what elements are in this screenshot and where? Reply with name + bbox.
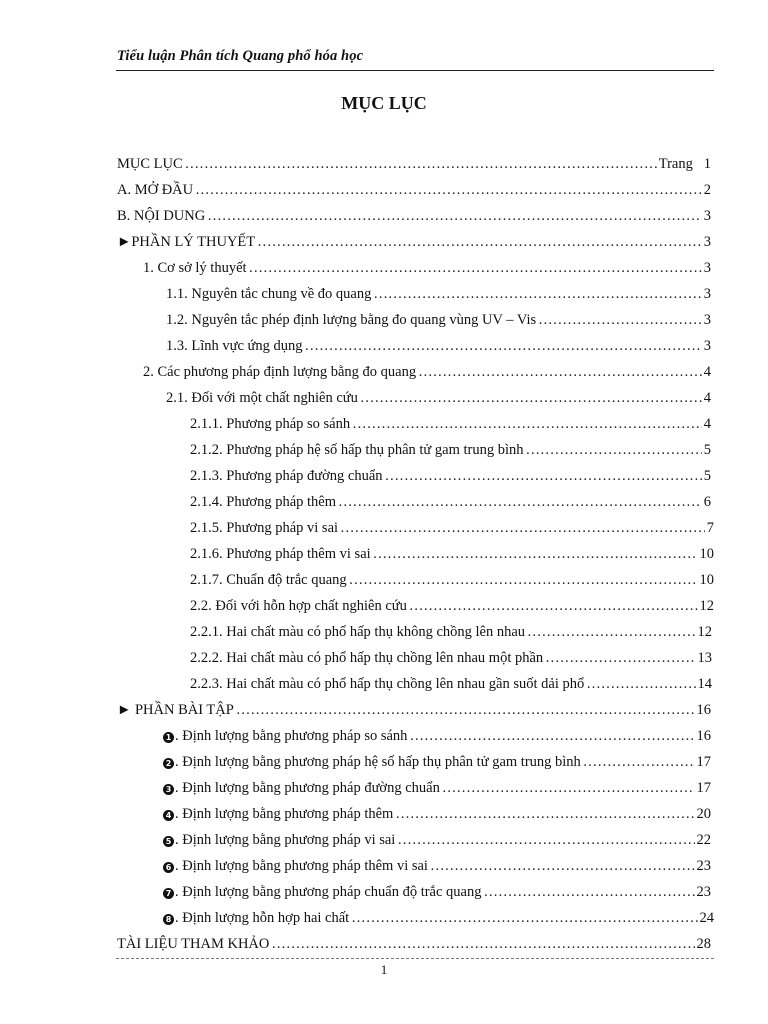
toc-entry-label xyxy=(143,362,416,382)
toc-entry-label xyxy=(190,466,383,486)
dot-leader xyxy=(305,336,702,356)
toc-page-number: 12 xyxy=(699,598,714,614)
toc-entry-label xyxy=(190,440,524,460)
toc-page-number: 5 xyxy=(703,442,711,458)
toc-row[interactable] xyxy=(163,804,711,824)
toc-entry-label xyxy=(166,284,371,304)
toc-entry-label xyxy=(190,596,407,616)
toc-entry-label xyxy=(117,206,205,226)
dot-leader xyxy=(373,544,698,564)
toc-entry-label xyxy=(190,518,338,538)
toc-entry-text: 1.1. Nguyên tắc chung về đo quang xyxy=(166,286,372,302)
dot-leader xyxy=(409,596,698,616)
toc-entry-text: ► PHẦN BÀI TẬP xyxy=(117,702,234,718)
toc-page-number: 4 xyxy=(703,364,711,380)
toc-row[interactable] xyxy=(143,258,711,278)
toc-row[interactable] xyxy=(163,778,711,798)
dot-leader xyxy=(338,492,702,512)
toc-row[interactable] xyxy=(190,492,711,512)
toc-row[interactable] xyxy=(163,908,714,928)
toc-entry-text: . Định lượng bằng phương pháp vi sai xyxy=(175,832,396,848)
toc-entry-text: . Định lượng hỗn hợp hai chất xyxy=(175,910,350,926)
dot-leader xyxy=(236,700,695,720)
toc-page-number: 3 xyxy=(703,208,711,224)
toc-row[interactable] xyxy=(117,934,711,954)
toc-page-number: 17 xyxy=(696,780,711,796)
dot-leader xyxy=(195,180,702,200)
toc-page-number: 12 xyxy=(697,624,712,640)
dot-leader xyxy=(430,856,695,876)
toc-page-number: 16 xyxy=(696,702,711,718)
toc-entry-label xyxy=(166,336,303,356)
dot-leader xyxy=(271,934,694,954)
toc-entry-text: 2.2.3. Hai chất màu có phổ hấp thụ chồng lên nhau gần suốt dải phổ xyxy=(190,676,585,692)
numbered-bullet-icon: 4 xyxy=(163,810,174,821)
toc-entry-label xyxy=(117,232,255,252)
toc-row[interactable] xyxy=(117,232,711,252)
toc-row[interactable] xyxy=(163,882,711,902)
toc-page-number: 20 xyxy=(696,806,711,822)
toc-row[interactable] xyxy=(166,388,711,408)
toc-entry-label xyxy=(190,544,371,564)
dot-leader xyxy=(360,388,702,408)
dot-leader xyxy=(527,622,695,642)
toc-entry-label xyxy=(117,700,234,720)
toc-page-number: 28 xyxy=(696,936,711,952)
toc-entry-text: 2.1.3. Phương pháp đường chuẩn xyxy=(190,468,383,484)
page-number: 1 xyxy=(380,962,388,977)
toc-entry-label xyxy=(163,752,581,772)
toc-page-number: 16 xyxy=(696,728,711,744)
dot-leader xyxy=(349,570,698,590)
toc-page-number: 3 xyxy=(703,338,711,354)
toc-entry-label xyxy=(163,856,428,876)
toc-entry-text: 2.1.7. Chuẩn độ trắc quang xyxy=(190,572,347,588)
footer-divider xyxy=(116,958,714,959)
toc-row[interactable] xyxy=(190,544,714,564)
toc-row[interactable] xyxy=(163,752,711,772)
toc-entry-text: 2. Các phương pháp định lượng bằng đo quang xyxy=(143,364,417,380)
toc-entry-text: A. MỞ ĐẦU xyxy=(117,182,194,198)
toc-entry-label xyxy=(163,804,393,824)
page-title: MỤC LỤC xyxy=(341,93,427,113)
numbered-bullet-icon: 8 xyxy=(163,914,174,925)
dot-leader xyxy=(207,206,702,226)
document-header-title: Tiểu luận Phân tích Quang phổ hóa học xyxy=(117,48,364,64)
dot-leader xyxy=(185,154,657,174)
toc-page-number: 3 xyxy=(703,234,711,250)
toc-page-number: 3 xyxy=(703,312,711,328)
dot-leader xyxy=(583,752,695,772)
toc-entry-text: 2.2.1. Hai chất màu có phổ hấp thụ không chồng lên nhau xyxy=(190,624,526,640)
toc-row[interactable] xyxy=(166,284,711,304)
toc-page-number: 23 xyxy=(696,884,711,900)
dot-leader xyxy=(409,726,694,746)
dot-leader xyxy=(385,466,702,486)
toc-page-number: 10 xyxy=(699,546,714,562)
toc-entry-text: . Định lượng bằng phương pháp thêm xyxy=(175,806,394,822)
toc-row[interactable] xyxy=(117,700,711,720)
toc-entry-label xyxy=(117,934,269,954)
toc-entry-text: ►PHẦN LÝ THUYẾT xyxy=(117,234,256,250)
toc-entry-label xyxy=(166,310,536,330)
toc-page-number: 14 xyxy=(697,676,712,692)
toc-page-number: 22 xyxy=(696,832,711,848)
toc-entry-label xyxy=(163,726,407,746)
toc-entry-text: 2.1.2. Phương pháp hệ số hấp thụ phân tử gam trung bình xyxy=(190,442,524,458)
toc-row[interactable] xyxy=(143,362,711,382)
dot-leader xyxy=(586,674,695,694)
numbered-bullet-icon: 2 xyxy=(163,758,174,769)
toc-page-number: 17 xyxy=(696,754,711,770)
toc-entry-text: . Định lượng bằng phương pháp chuẩn độ trắc quang xyxy=(175,884,482,900)
toc-entry-text: 1. Cơ sở lý thuyết xyxy=(143,260,247,276)
toc-row[interactable] xyxy=(163,830,711,850)
toc-row[interactable] xyxy=(190,440,711,460)
toc-row[interactable] xyxy=(163,726,711,746)
toc-page-number: 3 xyxy=(703,260,711,276)
toc-row[interactable] xyxy=(190,622,712,642)
toc-entry-text: . Định lượng bằng phương pháp so sánh xyxy=(175,728,408,744)
dot-leader xyxy=(418,362,702,382)
toc-row[interactable] xyxy=(190,518,714,538)
toc-entry-label xyxy=(190,622,525,642)
toc-page-number: 2 xyxy=(703,182,711,198)
dot-leader xyxy=(249,258,702,278)
dot-leader xyxy=(340,518,705,538)
toc-row[interactable] xyxy=(190,570,714,590)
dot-leader xyxy=(397,830,694,850)
numbered-bullet-icon: 6 xyxy=(163,862,174,873)
toc-row[interactable] xyxy=(190,674,712,694)
toc-entry-label xyxy=(190,648,543,668)
toc-entry-text: . Định lượng bằng phương pháp hệ số hấp thụ phân tử gam trung bình xyxy=(175,754,581,770)
header-divider xyxy=(116,70,714,71)
toc-entry-text: 1.2. Nguyên tắc phép định lượng bằng đo quang vùng UV – Vis xyxy=(166,312,537,328)
toc-entry-text: 2.1.4. Phương pháp thêm xyxy=(190,494,337,510)
numbered-bullet-icon: 5 xyxy=(163,836,174,847)
toc-entry-text: . Định lượng bằng phương pháp thêm vi sai xyxy=(175,858,428,874)
toc-entry-label xyxy=(190,674,584,694)
toc-entry-text: 2.1. Đối với một chất nghiên cứu xyxy=(166,390,358,406)
dot-leader xyxy=(526,440,702,460)
toc-entry-text: 1.3. Lĩnh vực ứng dụng xyxy=(166,338,303,354)
toc-entry-label xyxy=(163,830,395,850)
toc-entry-text: B. NỘI DUNG xyxy=(117,208,206,224)
toc-page-number: Trang 1 xyxy=(658,156,711,172)
toc-entry-label xyxy=(166,388,358,408)
toc-row[interactable] xyxy=(166,336,711,356)
toc-entry-label xyxy=(190,414,350,434)
toc-row[interactable] xyxy=(190,414,711,434)
toc-entry-text: 2.1.5. Phương pháp vi sai xyxy=(190,520,339,536)
toc-page-number: 4 xyxy=(703,416,711,432)
toc-page-number: 23 xyxy=(696,858,711,874)
numbered-bullet-icon: 7 xyxy=(163,888,174,899)
toc-page-number: 5 xyxy=(703,468,711,484)
toc-entry-label xyxy=(117,154,183,174)
dot-leader xyxy=(484,882,695,902)
toc-entry-text: TÀI LIỆU THAM KHẢO xyxy=(117,936,270,952)
toc-entry-text: MỤC LỤC xyxy=(117,156,183,172)
toc-entry-label xyxy=(190,492,336,512)
toc-row[interactable] xyxy=(117,206,711,226)
numbered-bullet-icon: 1 xyxy=(163,732,174,743)
dot-leader xyxy=(538,310,702,330)
toc-entry-text: 2.2.2. Hai chất màu có phổ hấp thụ chồng lên nhau một phần xyxy=(190,650,544,666)
toc-entry-label xyxy=(143,258,247,278)
toc-page-number: 3 xyxy=(703,286,711,302)
toc-row[interactable] xyxy=(117,180,711,200)
numbered-bullet-icon: 3 xyxy=(163,784,174,795)
toc-page-number: 4 xyxy=(703,390,711,406)
toc-row[interactable] xyxy=(190,648,712,668)
toc-page-number: 6 xyxy=(703,494,711,510)
toc-entry-label xyxy=(163,882,482,902)
toc-page-number: 10 xyxy=(699,572,714,588)
dot-leader xyxy=(351,908,697,928)
toc-page-number: 13 xyxy=(697,650,712,666)
toc-row[interactable] xyxy=(190,466,711,486)
toc-entry-label xyxy=(163,908,349,928)
toc-row[interactable] xyxy=(166,310,711,330)
toc-row[interactable] xyxy=(190,596,714,616)
toc-row[interactable] xyxy=(117,154,711,174)
toc-entry-text: 2.1.6. Phương pháp thêm vi sai xyxy=(190,546,371,562)
toc-page-number: 7 xyxy=(706,520,714,536)
toc-entry-label xyxy=(117,180,193,200)
toc-entry-text: . Định lượng bằng phương pháp đường chuẩn xyxy=(175,780,440,796)
dot-leader xyxy=(442,778,695,798)
dot-leader xyxy=(395,804,694,824)
toc-row[interactable] xyxy=(163,856,711,876)
toc-entry-label xyxy=(163,778,440,798)
toc-entry-text: 2.1.1. Phương pháp so sánh xyxy=(190,416,351,432)
dot-leader xyxy=(352,414,702,434)
dot-leader xyxy=(545,648,695,668)
toc-entry-text: 2.2. Đối với hỗn hợp chất nghiên cứu xyxy=(190,598,407,614)
toc-entry-label xyxy=(190,570,347,590)
toc-page-number: 24 xyxy=(699,910,714,926)
dot-leader xyxy=(257,232,702,252)
dot-leader xyxy=(373,284,701,304)
